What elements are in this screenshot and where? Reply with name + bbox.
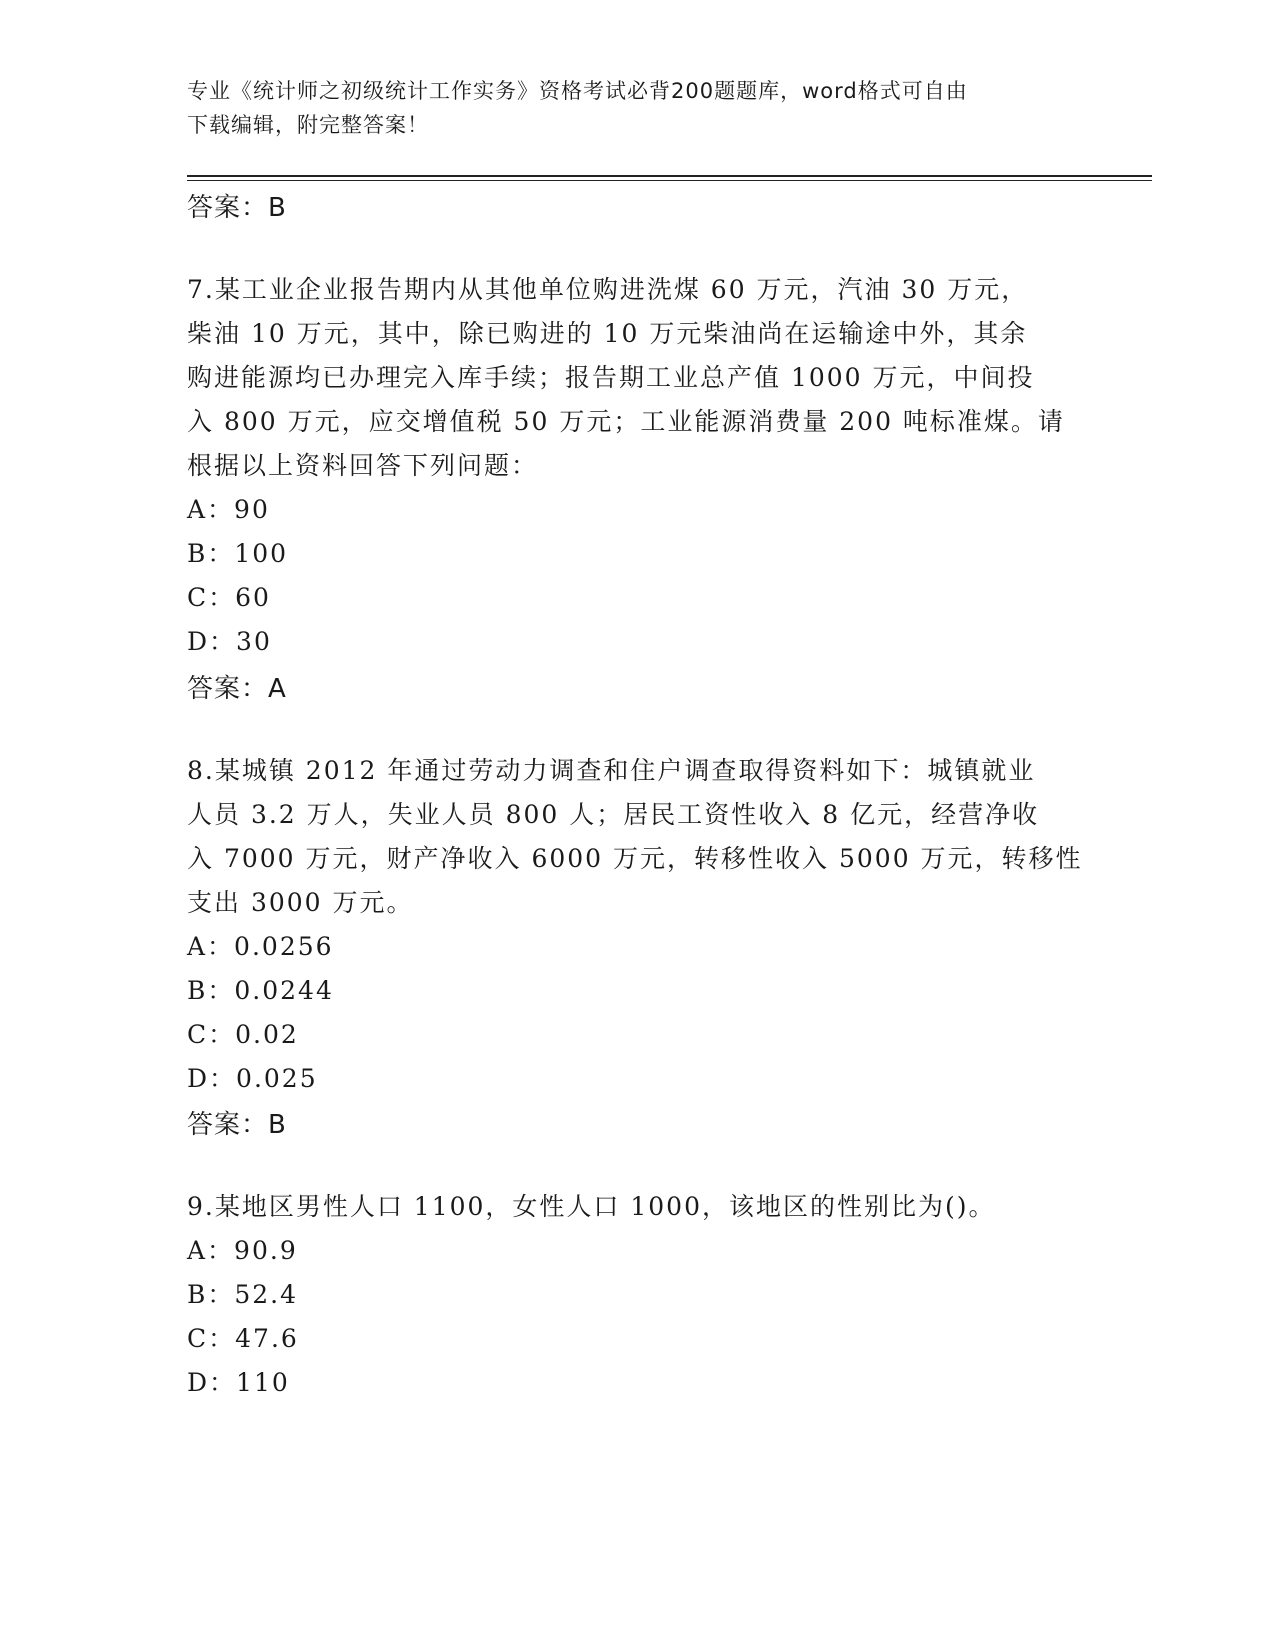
- option-d: D：30: [187, 627, 272, 656]
- question-text-line: 8.某城镇 2012 年通过劳动力调查和住户调查取得资料如下：城镇就业: [187, 756, 1036, 785]
- option-b: B：52.4: [187, 1280, 299, 1309]
- question-text-line: 根据以上资料回答下列问题：: [187, 451, 539, 480]
- option-a: A：0.0256: [187, 932, 334, 961]
- question-text-line: 柴油 10 万元，其中，除已购进的 10 万元柴油尚在运输途中外，其余: [187, 319, 1028, 348]
- answer-label: 答案：B: [187, 193, 287, 223]
- option-b: B：0.0244: [187, 976, 334, 1005]
- header-line-2: 下载编辑，附完整答案！: [187, 113, 429, 137]
- answer-label: 答案：B: [187, 1110, 287, 1140]
- header-divider-thick: [187, 175, 1152, 177]
- question-text-line: 7.某工业企业报告期内从其他单位购进洗煤 60 万元，汽油 30 万元，: [187, 275, 1029, 304]
- answer-label: 答案：A: [187, 674, 287, 704]
- header-divider-thin: [187, 180, 1152, 181]
- header-line-1: 专业《统计师之初级统计工作实务》资格考试必背200题题库，word格式可自由: [187, 79, 968, 103]
- option-c: C：0.02: [187, 1020, 299, 1049]
- question-text-line: 入 800 万元，应交增值税 50 万元；工业能源消费量 200 吨标准煤。请: [187, 407, 1065, 436]
- option-a: A：90.9: [187, 1236, 298, 1265]
- option-b: B：100: [187, 539, 289, 568]
- question-text-line: 9.某地区男性人口 1100，女性人口 1000，该地区的性别比为()。: [187, 1192, 996, 1221]
- option-c: C：47.6: [187, 1324, 299, 1353]
- option-d: D：0.025: [187, 1064, 318, 1093]
- option-a: A：90: [187, 495, 270, 524]
- option-d: D：110: [187, 1368, 290, 1397]
- question-text-line: 入 7000 万元，财产净收入 6000 万元，转移性收入 5000 万元，转移性: [187, 844, 1083, 873]
- document-header: [187, 74, 1067, 142]
- question-text-line: 支出 3000 万元。: [187, 888, 414, 917]
- question-text-line: 购进能源均已办理完入库手续；报告期工业总产值 1000 万元，中间投: [187, 363, 1035, 392]
- option-c: C：60: [187, 583, 271, 612]
- question-text-line: 人员 3.2 万人，失业人员 800 人；居民工资性收入 8 亿元，经营净收: [187, 800, 1040, 829]
